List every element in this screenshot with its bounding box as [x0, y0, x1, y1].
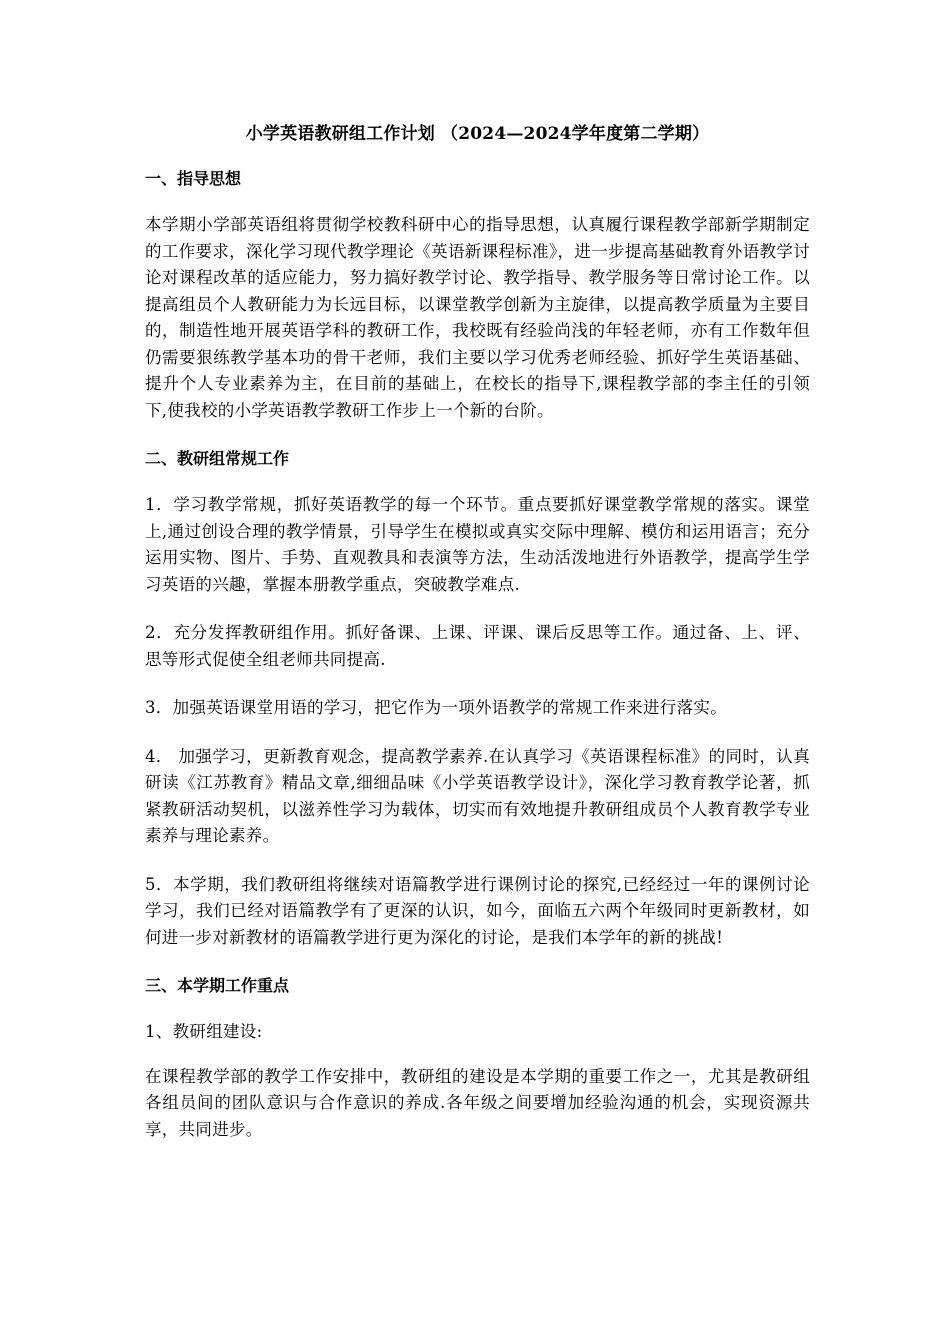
section-key-work: [145, 973, 810, 1143]
section-routine-work: [145, 446, 810, 951]
document-title: 小学英语教研组工作计划 （2024—2024学年度第二学期）: [245, 124, 710, 144]
paragraph: 2．充分发挥教研组作用。抓好备课、上课、评课、课后反思等工作。通过备、上、评、思等形式促使全组老师共同提高.: [145, 623, 810, 669]
paragraph: 1．学习教学常规，抓好英语教学的每一个环节。重点要抓好课堂教学常规的落实。课堂上,通过创设合理的教学情景，引导学生在模拟或真实交际中理解、模仿和运用语言；充分运用实物、图片、手势、直观教具和表演等方法，生动活泼地进行外语教学，提高学生学习英语的兴趣，掌握本册教学重点，突破教学难点.: [145, 495, 810, 594]
paragraph: 1、教研组建设:: [145, 1022, 263, 1041]
paragraph: 3．加强英语课堂用语的学习，把它作为一项外语教学的常规工作来进行落实。: [145, 698, 727, 717]
section-heading: 一、指导思想: [145, 169, 242, 188]
document-page: [145, 120, 810, 1165]
paragraph: 5．本学期，我们教研组将继续对语篇教学进行课例讨论的探究,已经经过一年的课例讨论学习，我们已经对语篇教学有了更深的认识，如今，面临五六两个年级同时更新教材，如何进一步对新教材的语篇教学进行更为深化的讨论，是我们本学年的新的挑战!: [145, 874, 810, 947]
paragraph: 本学期小学部英语组将贯彻学校教科研中心的指导思想，认真履行课程教学部新学期制定的工作要求，深化学习现代教学理论《英语新课程标准》，进一步提高基础教育外语教学讨论对课程改革的适应能力，努力搞好教学讨论、教学指导、教学服务等日常讨论工作。以提高组员个人教研能力为长远目标，以课堂教学创新为主旋律，以提高教学质量为主要目的，制造性地开展英语学科的教研工作，我校既有经验尚浅的年轻老师，亦有工作数年但仍需要狠练教学基本功的骨干老师，我们主要以学习优秀老师经验、抓好学生英语基础、提升个人专业素养为主，在目前的基础上，在校长的指导下,课程教学部的李主任的引领下,使我校的小学英语教学教研工作步上一个新的台阶。: [145, 215, 810, 420]
paragraph: 在课程教学部的教学工作安排中，教研组的建设是本学期的重要工作之一，尤其是教研组各组员间的团队意识与合作意识的养成.各年级之间要增加经验沟通的机会，实现资源共享，共同进步。: [145, 1066, 810, 1139]
section-guiding-ideology: [145, 166, 810, 424]
section-heading: 三、本学期工作重点: [145, 976, 290, 995]
paragraph: 4． 加强学习，更新教育观念，提高教学素养.在认真学习《英语课程标准》的同时，认真研读《江苏教育》精品文章,细细品味《小学英语教学设计》，深化学习教育教学论著，抓紧教研活动契机，以滋养性学习为载体，切实而有效地提升教研组成员个人教育教学专业素养与理论素养。: [145, 746, 810, 845]
section-heading: 二、教研组常规工作: [145, 449, 290, 468]
